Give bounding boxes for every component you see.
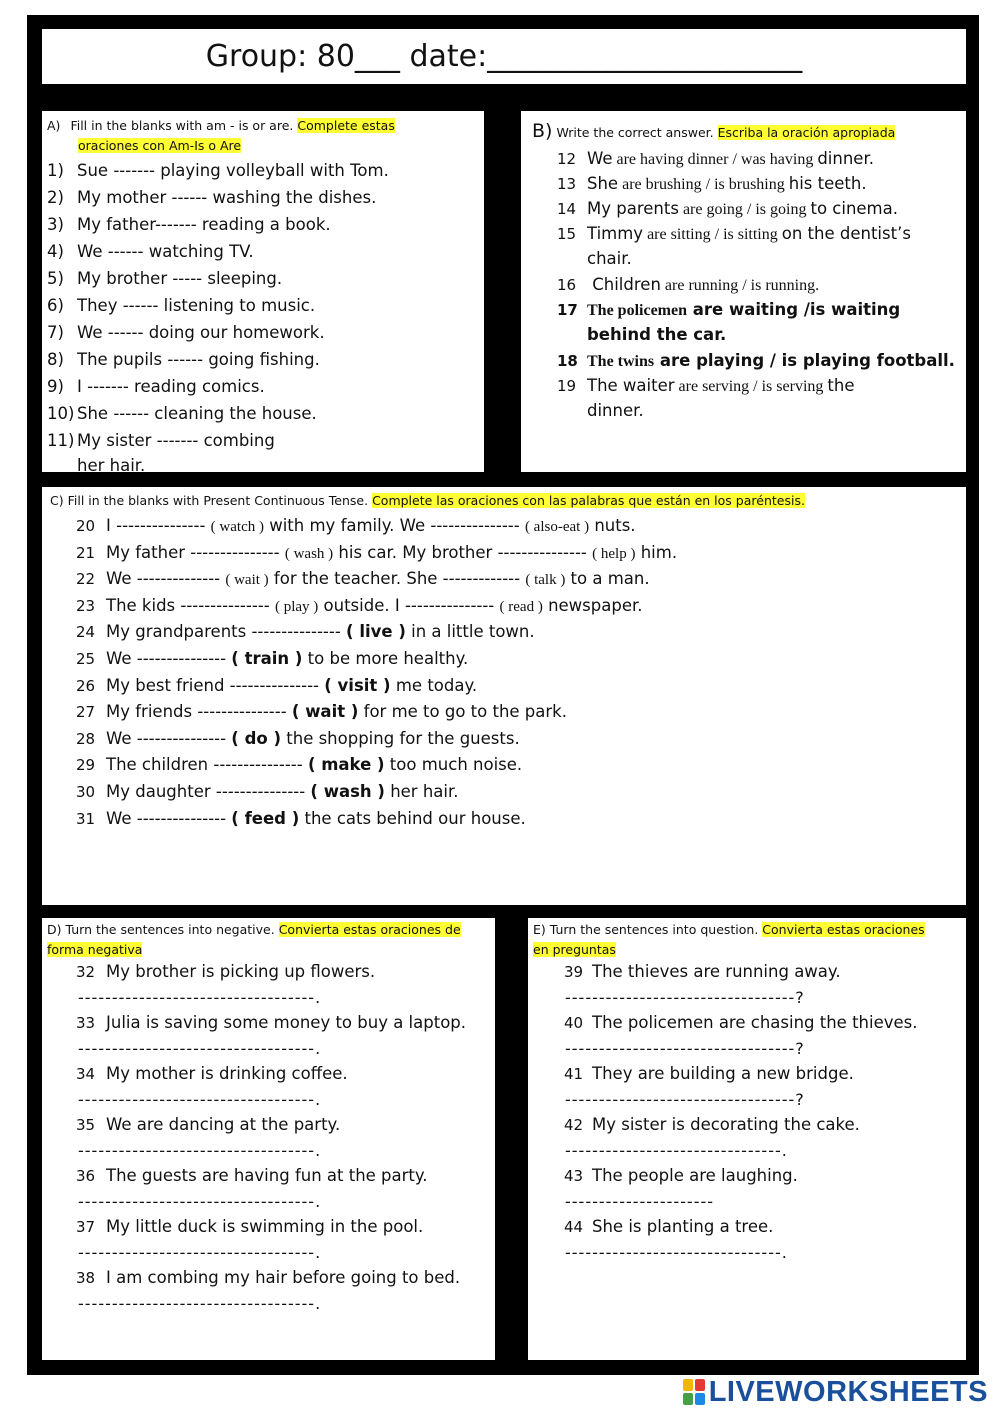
- answer-line: -----------------------------------.: [78, 1243, 322, 1262]
- list-item: [47, 161, 389, 180]
- list-item: [557, 224, 911, 244]
- item-number: 20: [76, 517, 96, 535]
- list-item: [76, 1217, 423, 1236]
- section-a-instruction-es-2: oraciones con Am-Is o Are: [78, 138, 242, 153]
- item-choice: are going / is going: [678, 201, 811, 218]
- liveworksheets-logo-text: LIVEWORKSHEETS: [708, 1375, 988, 1408]
- answer-line: -----------------------------------.: [78, 1192, 322, 1211]
- item-text: for the teacher. She -------------: [268, 569, 526, 589]
- item-subject: We: [587, 149, 613, 168]
- item-choice: are waiting /is waiting: [687, 300, 901, 319]
- section-d-instruction: [47, 920, 492, 960]
- list-item: [76, 702, 567, 721]
- section-b-instruction-en: Write the correct answer.: [556, 125, 714, 140]
- section-e: [528, 918, 966, 1360]
- item-text: I ---------------: [106, 516, 211, 535]
- answer-line: --------------------------------.: [565, 1243, 788, 1262]
- item-number: 32: [76, 963, 96, 981]
- item-text: with my family. We ---------------: [263, 516, 525, 535]
- item-verb: ( also-eat ): [524, 519, 590, 535]
- item-text: The thieves are running away.: [592, 962, 841, 981]
- item-text: The guests are having fun at the party.: [106, 1166, 428, 1185]
- section-a: [42, 111, 484, 472]
- section-d-instruction-es: Convierta estas oraciones de: [278, 922, 461, 937]
- item-choice: are serving / is serving: [674, 378, 828, 395]
- item-verb: ( wait ): [291, 702, 359, 722]
- list-item: [76, 1013, 466, 1032]
- item-number: 42: [564, 1116, 584, 1134]
- item-number: 43: [564, 1167, 584, 1185]
- item-text: We ------ watching TV.: [77, 242, 254, 261]
- list-item: [564, 962, 841, 981]
- item-text: me today.: [390, 675, 478, 695]
- item-number: 34: [76, 1065, 96, 1083]
- item-number: 18: [557, 352, 578, 370]
- item-ending: to cinema.: [810, 199, 898, 218]
- list-item: [76, 782, 459, 801]
- item-number: 3): [47, 215, 64, 234]
- list-item: [564, 1115, 860, 1134]
- item-choice: are playing / is playing football.: [654, 351, 955, 370]
- item-text: They ------ listening to music.: [77, 296, 316, 315]
- item-text: in a little town.: [405, 622, 535, 642]
- item-verb: ( visit ): [324, 675, 391, 695]
- item-verb: ( watch ): [210, 519, 264, 535]
- item-text: The pupils ------ going fishing.: [77, 350, 320, 369]
- item-text: My mother ------ washing the dishes.: [77, 188, 377, 207]
- item-text: The children ---------------: [106, 755, 308, 775]
- item-ending: the: [827, 376, 855, 395]
- item-text: We ------ doing our homework.: [77, 323, 325, 342]
- item-text: My sister is decorating the cake.: [592, 1115, 860, 1134]
- answer-line: -----------------------------------.: [78, 1294, 322, 1313]
- answer-line: ----------------------------------?: [565, 1039, 805, 1058]
- list-item: [557, 300, 900, 320]
- item-verb: ( feed ): [231, 808, 300, 828]
- list-item: [76, 1064, 348, 1083]
- item-choice: are running / is running.: [660, 277, 820, 294]
- answer-line: -----------------------------------.: [78, 1090, 322, 1109]
- list-item: [76, 1115, 340, 1134]
- item-text: She is planting a tree.: [592, 1217, 774, 1236]
- list-item: [47, 296, 315, 315]
- list-item: [47, 431, 275, 450]
- section-b-instruction-es: Escriba la oración apropiada: [717, 125, 896, 140]
- item-verb: ( wash ): [284, 545, 334, 562]
- item-number: 29: [76, 756, 96, 775]
- item-verb: ( read ): [499, 598, 543, 615]
- list-item: [47, 404, 317, 423]
- item-text: We are dancing at the party.: [106, 1115, 341, 1134]
- list-item: [76, 596, 643, 616]
- item-number: 7): [47, 323, 64, 342]
- section-b-instruction: [532, 121, 895, 143]
- liveworksheets-logo: [683, 1376, 988, 1408]
- item-number: 33: [76, 1014, 96, 1032]
- section-c: [42, 487, 966, 905]
- item-number: 41: [564, 1065, 584, 1083]
- item-subject: Timmy: [587, 224, 644, 243]
- item-number: 25: [76, 650, 96, 668]
- item-number: 38: [76, 1269, 96, 1287]
- item-text: We ---------------: [106, 808, 232, 828]
- list-item: [47, 377, 265, 396]
- item-text: My grandparents ---------------: [106, 622, 347, 642]
- item-text: We --------------: [106, 569, 226, 589]
- worksheet-title: Group: 80___ date:_____________________: [42, 29, 966, 84]
- section-a-instruction: [47, 116, 477, 156]
- list-item: [47, 323, 325, 342]
- item-number: 22: [76, 570, 96, 589]
- list-item: [76, 755, 522, 774]
- section-d: [42, 918, 495, 1360]
- item-number: 15: [557, 225, 577, 243]
- list-item-continuation: her hair.: [77, 456, 146, 472]
- item-text: the shopping for the guests.: [281, 728, 520, 748]
- item-text: to a man.: [565, 569, 650, 589]
- answer-line: ----------------------------------?: [565, 1090, 805, 1109]
- answer-line: ----------------------------------?: [565, 988, 805, 1007]
- item-text: The people are laughing.: [592, 1166, 798, 1185]
- item-number: 4): [47, 242, 64, 261]
- item-number: 40: [564, 1014, 584, 1032]
- item-number: 36: [76, 1167, 96, 1185]
- item-number: 37: [76, 1218, 96, 1236]
- item-text: She ------ cleaning the house.: [77, 404, 317, 423]
- list-item: [557, 174, 867, 194]
- item-number: 19: [557, 377, 577, 395]
- list-item: [564, 1166, 798, 1185]
- item-text: her hair.: [384, 782, 459, 801]
- item-number: 11): [47, 431, 75, 450]
- answer-line: --------------------------------.: [565, 1141, 788, 1160]
- item-text: We ---------------: [106, 728, 232, 748]
- list-item-continuation: chair.: [587, 249, 632, 268]
- item-ending: his teeth.: [788, 174, 867, 193]
- item-verb: ( talk ): [525, 572, 566, 589]
- section-e-instruction: [533, 920, 963, 960]
- item-number: 26: [76, 676, 96, 695]
- item-number: 5): [47, 269, 64, 288]
- list-item: [76, 569, 650, 589]
- item-verb: ( play ): [274, 598, 319, 615]
- section-e-instruction-es-2: en preguntas: [533, 942, 616, 957]
- item-text: I ------- reading comics.: [77, 377, 265, 396]
- answer-line: ----------------------: [565, 1192, 715, 1211]
- list-item: [47, 269, 282, 288]
- item-number: 10): [47, 404, 75, 423]
- section-e-label: E): [533, 922, 546, 937]
- item-text: The policemen are chasing the thieves.: [592, 1013, 918, 1032]
- item-number: 13: [557, 175, 577, 193]
- item-text: My friends ---------------: [106, 702, 292, 722]
- list-item: [47, 215, 331, 234]
- list-item: [557, 199, 898, 219]
- list-item: [47, 242, 254, 261]
- item-number: 24: [76, 623, 96, 642]
- section-a-label: A): [47, 118, 61, 133]
- list-item: [557, 275, 819, 295]
- item-number: 8): [47, 350, 64, 369]
- section-d-instruction-es-2: forma negativa: [47, 942, 143, 957]
- item-text: My sister ------- combing: [77, 431, 275, 450]
- list-item: [76, 676, 477, 695]
- item-number: 2): [47, 188, 64, 207]
- item-subject: The policemen: [587, 302, 687, 319]
- list-item: [76, 1166, 428, 1185]
- item-verb: ( do ): [231, 728, 282, 748]
- item-number: 23: [76, 596, 96, 615]
- item-number: 17: [557, 301, 578, 319]
- list-item: [557, 351, 955, 371]
- list-item: [76, 1268, 460, 1287]
- item-subject: The waiter: [587, 376, 675, 395]
- item-subject: The twins: [587, 353, 655, 370]
- item-text: The kids ---------------: [106, 595, 275, 615]
- list-item: [76, 516, 636, 536]
- item-text: him.: [635, 542, 678, 562]
- item-choice: are having dinner / was having: [612, 151, 818, 168]
- section-c-instruction-en: Fill in the blanks with Present Continuous Tense.: [67, 493, 369, 508]
- section-e-instruction-es: Convierta estas oraciones: [762, 922, 925, 937]
- section-b-label: B): [532, 120, 553, 142]
- item-number: 12: [557, 150, 577, 168]
- list-item: [47, 350, 320, 369]
- item-subject: She: [587, 174, 619, 193]
- list-item: [564, 1013, 918, 1032]
- list-item: [76, 729, 520, 748]
- section-c-instruction-es: Complete las oraciones con las palabras que están en los paréntesis.: [372, 493, 805, 508]
- item-text: outside. I ---------------: [318, 595, 500, 615]
- item-text: My little duck is swimming in the pool.: [106, 1217, 424, 1236]
- list-item: [564, 1217, 773, 1236]
- item-number: 14: [557, 200, 577, 218]
- item-text: newspaper.: [542, 595, 643, 615]
- item-text: for me to go to the park.: [358, 702, 567, 722]
- item-text: My father------- reading a book.: [77, 215, 331, 234]
- item-text: My daughter ---------------: [106, 782, 311, 801]
- section-a-instruction-es: Complete estas: [297, 118, 395, 133]
- section-d-label: D): [47, 922, 62, 937]
- list-item-continuation: dinner.: [587, 401, 644, 420]
- item-verb: ( make ): [307, 755, 385, 775]
- item-text: My brother is picking up flowers.: [106, 962, 376, 981]
- item-choice: are sitting / is sitting: [643, 226, 782, 243]
- list-item: [557, 149, 874, 169]
- item-ending: dinner.: [817, 149, 874, 168]
- list-item: [564, 1064, 854, 1083]
- item-number: 9): [47, 377, 64, 396]
- item-text: They are building a new bridge.: [592, 1064, 854, 1083]
- item-number: 21: [76, 543, 96, 562]
- item-text: Sue ------- playing volleyball with Tom.: [77, 161, 389, 180]
- item-number: 27: [76, 703, 96, 722]
- item-verb: ( help ): [592, 545, 636, 562]
- item-text: My father ---------------: [106, 542, 285, 562]
- item-verb: ( live ): [346, 622, 406, 642]
- item-text: My mother is drinking coffee.: [106, 1064, 348, 1083]
- answer-line: -----------------------------------.: [78, 1141, 322, 1160]
- list-item: [76, 622, 535, 641]
- item-text: nuts.: [589, 516, 636, 535]
- item-number: 31: [76, 809, 96, 828]
- section-e-instruction-en: Turn the sentences into question.: [549, 922, 759, 937]
- list-item: [76, 649, 468, 668]
- list-item-continuation: behind the car.: [587, 325, 727, 344]
- answer-line: -----------------------------------.: [78, 988, 322, 1007]
- item-number: 35: [76, 1116, 96, 1134]
- item-number: 39: [564, 963, 584, 981]
- list-item: [76, 809, 526, 828]
- item-text: My best friend ---------------: [106, 675, 325, 695]
- item-number: 6): [47, 296, 64, 315]
- item-text: Julia is saving some money to buy a laptop.: [106, 1013, 467, 1032]
- list-item: [76, 962, 375, 981]
- list-item: [47, 188, 376, 207]
- item-text: My brother ----- sleeping.: [77, 269, 283, 288]
- item-number: 30: [76, 783, 96, 801]
- item-text: the cats behind our house.: [299, 808, 526, 828]
- item-ending: on the dentist’s: [781, 224, 911, 243]
- item-verb: ( wait ): [225, 572, 269, 589]
- item-number: 16: [557, 276, 577, 294]
- item-number: 28: [76, 729, 96, 748]
- section-d-instruction-en: Turn the sentences into negative.: [65, 922, 275, 937]
- item-number: 1): [47, 161, 64, 180]
- item-choice: are brushing / is brushing: [618, 176, 789, 193]
- answer-line: -----------------------------------.: [78, 1039, 322, 1058]
- item-subject: Children: [587, 275, 661, 294]
- item-text: I am combing my hair before going to bed.: [106, 1268, 461, 1287]
- section-a-instruction-en: Fill in the blanks with am - is or are.: [70, 118, 294, 133]
- item-number: 44: [564, 1218, 584, 1236]
- item-verb: ( train ): [231, 649, 303, 668]
- liveworksheets-logo-icon: [683, 1379, 705, 1405]
- section-c-instruction: [50, 491, 805, 511]
- item-text: to be more healthy.: [302, 649, 469, 668]
- section-c-label: C): [50, 493, 64, 508]
- list-item: [557, 376, 854, 396]
- item-text: We ---------------: [106, 649, 232, 668]
- section-b: [521, 111, 966, 472]
- item-subject: My parents: [587, 199, 679, 218]
- item-verb: ( wash ): [310, 782, 385, 801]
- item-text: too much noise.: [384, 755, 523, 775]
- list-item: [76, 543, 677, 563]
- item-text: his car. My brother ---------------: [333, 542, 593, 562]
